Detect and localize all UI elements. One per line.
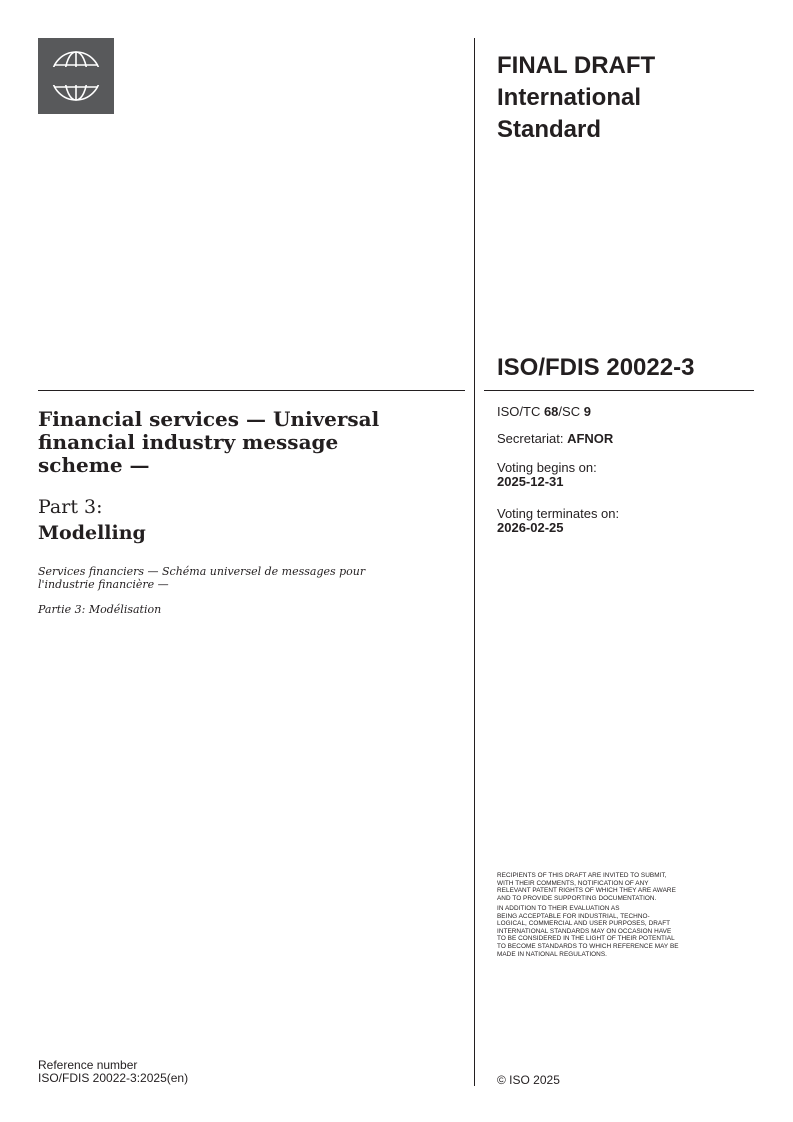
notice-paragraph-2: [497, 905, 757, 958]
secretariat-label: Secretariat:: [497, 431, 568, 446]
voting-ends-date: [497, 520, 564, 535]
document-title: [38, 408, 438, 477]
status-line: FINAL DRAFT: [497, 52, 656, 79]
notice-line: TO BECOME STANDARDS TO WHICH REFERENCE MAY BE: [497, 942, 679, 950]
notice-line: INTERNATIONAL STANDARDS MAY ON OCCASION HAVE: [497, 927, 672, 935]
french-title-line: Services financiers — Schéma universel de messages pour: [38, 565, 366, 578]
title-line: Financial services — Universal: [38, 407, 380, 431]
secretariat: [497, 431, 613, 446]
notice-line: TO BE CONSIDERED IN THE LIGHT OF THEIR POTENTIAL: [497, 935, 675, 943]
notice-line: WITH THEIR COMMENTS, NOTIFICATION OF ANY: [497, 879, 649, 887]
notice-line: RECIPIENTS OF THIS DRAFT ARE INVITED TO SUBMIT,: [497, 872, 667, 879]
sc-prefix: /SC: [558, 404, 584, 419]
reference-value: ISO/FDIS 20022-3:2025(en): [38, 1071, 189, 1085]
notice-line: RELEVANT PATENT RIGHTS OF WHICH THEY ARE AWARE: [497, 887, 676, 895]
part-number: Part 3:: [38, 496, 103, 518]
part-title: Modelling: [38, 522, 146, 544]
copyright: © ISO 2025: [497, 1073, 560, 1087]
sc-number: 9: [583, 404, 591, 419]
horizontal-divider-left: [38, 390, 465, 391]
voting-ends-label: Voting terminates on:: [497, 506, 620, 521]
notice-line: MADE IN NATIONAL REGULATIONS.: [497, 950, 607, 958]
secretariat-value: AFNOR: [567, 431, 614, 446]
status-line: Standard: [497, 116, 602, 143]
voting-begins-label: Voting begins on:: [497, 460, 597, 475]
voting-ends-value: 2026-02-25: [497, 520, 564, 535]
iso-globe-icon: [38, 38, 114, 114]
horizontal-divider-right: [484, 390, 754, 391]
document-status: [497, 50, 747, 146]
voting-begins-value: 2025-12-31: [497, 474, 564, 489]
french-title: [38, 565, 398, 591]
tc-prefix: ISO/TC: [497, 404, 544, 419]
vertical-divider: [474, 38, 475, 1086]
notice-line: BEING ACCEPTABLE FOR INDUSTRIAL, TECHNO-: [497, 912, 650, 920]
document-id: ISO/FDIS 20022-3: [497, 354, 695, 381]
notice-line: AND TO PROVIDE SUPPORTING DOCUMENTATION.: [497, 894, 657, 902]
title-line: scheme —: [38, 453, 150, 477]
notice-line: IN ADDITION TO THEIR EVALUATION AS: [497, 905, 620, 912]
reference-number: [38, 1059, 188, 1085]
notice-line: LOGICAL, COMMERCIAL AND USER PURPOSES, DRAFT: [497, 920, 671, 928]
iso-logo: [38, 38, 114, 114]
technical-committee: [497, 404, 591, 419]
voting-begins-date: [497, 474, 564, 489]
tc-number: 68: [543, 404, 559, 419]
notice-paragraph-1: [497, 872, 757, 902]
reference-label: Reference number: [38, 1058, 138, 1072]
french-part-title: Partie 3: Modélisation: [38, 603, 162, 616]
french-title-line: l'industrie financière —: [38, 578, 169, 591]
status-line: International: [497, 84, 642, 111]
title-line: financial industry message: [38, 430, 339, 454]
